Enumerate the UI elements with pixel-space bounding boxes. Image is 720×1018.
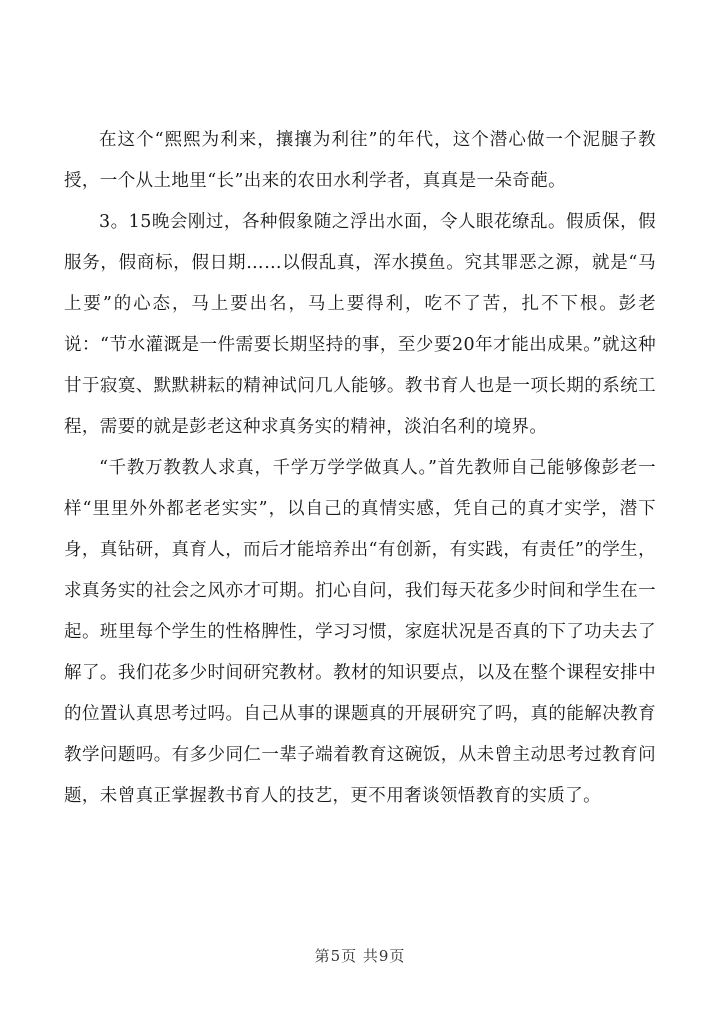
paragraph-1: 在这个“熙熙为利来，攘攘为利往”的年代，这个潜心做一个泥腿子教授，一个从土地里“长”出来的农田水利学者，真真是一朵奇葩。 <box>64 130 656 191</box>
document-body <box>64 120 656 817</box>
page-footer: 第5页 共9页 <box>314 947 406 965</box>
paragraph-3: “千教万教教人求真，千学万学学做真人。”首先教师自己能够像彭老一样“里里外外都老老实实”，以自己的真情实感，凭自己的真才实学，潜下身，真钻研，真育人，而后才能培养出“有创新，有实践，有责任”的学生，求真务实的社会之风亦才可期。扪心自问，我们每天花多少时间和学生在一起。班里每个学生的性格脾性，学习习惯，家庭状况是否真的下了功夫去了解了。我们花多少时间研究教材。教材的知识要点，以及在整个课程安排中的位置认真思考过吗。自己从事的课题真的开展研究了吗，真的能解决教育教学问题吗。有多少同仁一辈子端着教育这碗饭，从未曾主动思考过教育问题，未曾真正掌握教书育人的技艺，更不用奢谈领悟教育的实质了。 <box>64 458 656 806</box>
paragraph-2: 3。15晚会刚过，各种假象随之浮出水面，令人眼花缭乱。假质保，假服务，假商标，假日期……以假乱真，浑水摸鱼。究其罪恶之源，就是“马上要”的心态，马上要出名，马上要得利，吃不了苦，扎不下根。彭老说：“节水灌溉是一件需要长期坚持的事，至少要20年才能出成果。”就这种甘于寂寞、默默耕耘的精神试问几人能够。教书育人也是一项长期的系统工程，需要的就是彭老这种求真务实的精神，淡泊名利的境界。 <box>64 212 656 437</box>
